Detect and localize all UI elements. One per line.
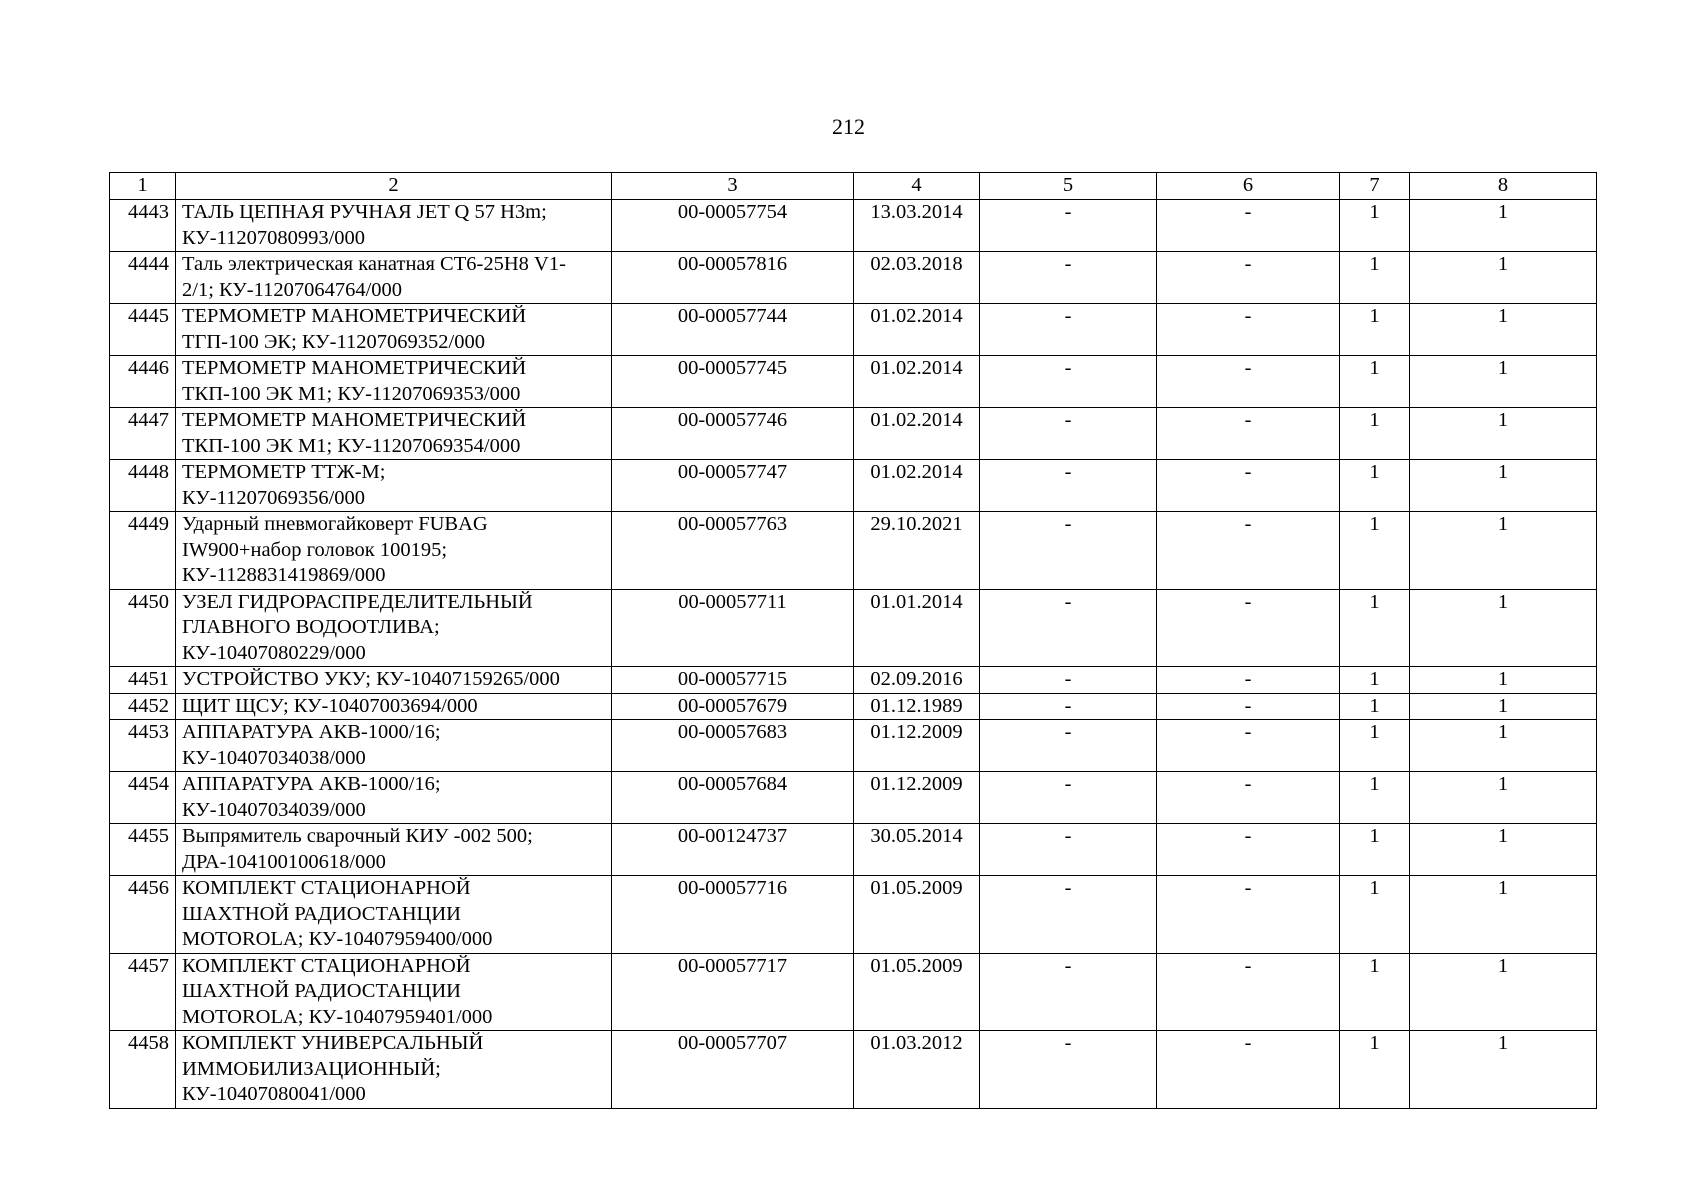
asset-name-line: УЗЕЛ ГИДРОРАСПРЕДЕЛИТЕЛЬНЫЙ: [182, 590, 533, 613]
column-6-value: -: [1157, 304, 1340, 356]
asset-name: [176, 304, 612, 356]
commission-date: 13.03.2014: [854, 200, 980, 252]
asset-name-line: КОМПЛЕКТ СТАЦИОНАРНОЙ: [182, 877, 471, 899]
table-row: [110, 304, 1597, 356]
column-5-value: -: [980, 693, 1157, 720]
commission-date: 01.02.2014: [854, 460, 980, 512]
column-6-value: -: [1157, 772, 1340, 824]
asset-name-line: MOTOROLA; КУ-10407959400/000: [182, 928, 493, 950]
column-7-value: 1: [1340, 693, 1410, 720]
commission-date: 01.02.2014: [854, 304, 980, 356]
table-row: [110, 667, 1597, 694]
asset-name-line: КУ-1128831419869/000: [182, 564, 386, 586]
column-5-value: -: [980, 824, 1157, 876]
commission-date: 29.10.2021: [854, 512, 980, 590]
column-header-8: 8: [1410, 173, 1597, 200]
column-8-value: 1: [1410, 589, 1597, 667]
column-8-value: 1: [1410, 460, 1597, 512]
asset-name: [176, 460, 612, 512]
column-8-value: 1: [1410, 1031, 1597, 1109]
asset-name-line: IW900+набор головок 100195;: [182, 538, 448, 561]
asset-name-line: ГЛАВНОГО ВОДООТЛИВА;: [182, 616, 440, 638]
column-5-value: -: [980, 589, 1157, 667]
column-8-value: 1: [1410, 772, 1597, 824]
asset-name-line: ТКП-100 ЭК М1; КУ-11207069354/000: [182, 434, 521, 457]
column-6-value: -: [1157, 953, 1340, 1031]
column-6-value: -: [1157, 824, 1340, 876]
column-header-3: 3: [612, 173, 854, 200]
column-7-value: 1: [1340, 356, 1410, 408]
commission-date: 01.12.2009: [854, 772, 980, 824]
inventory-code: 00-00057707: [612, 1031, 854, 1109]
table-row: [110, 1031, 1597, 1109]
column-7-value: 1: [1340, 876, 1410, 954]
column-header-5: 5: [980, 173, 1157, 200]
asset-name-line: КУ-10407080041/000: [182, 1083, 366, 1105]
table-row: [110, 460, 1597, 512]
column-8-value: 1: [1410, 200, 1597, 252]
row-number: 4448: [110, 460, 176, 512]
asset-name-line: Выпрямитель сварочный КИУ -002 500;: [182, 825, 533, 847]
asset-name-line: Таль электрическая канатная СТ6-25Н8 V1-: [182, 253, 566, 275]
asset-name-line: КОМПЛЕКТ УНИВЕРСАЛЬНЫЙ: [182, 1032, 484, 1054]
column-8-value: 1: [1410, 693, 1597, 720]
header-row: [110, 173, 1597, 200]
row-number: 4445: [110, 304, 176, 356]
row-number: 4449: [110, 512, 176, 590]
column-6-value: -: [1157, 460, 1340, 512]
commission-date: 01.01.2014: [854, 589, 980, 667]
asset-name: [176, 824, 612, 876]
column-7-value: 1: [1340, 667, 1410, 694]
commission-date: 02.09.2016: [854, 667, 980, 694]
asset-name-line: ТКП-100 ЭК М1; КУ-11207069353/000: [182, 382, 521, 405]
commission-date: 01.12.2009: [854, 720, 980, 772]
asset-name-line: КУ-11207069356/000: [182, 486, 366, 509]
row-number: 4444: [110, 252, 176, 304]
column-5-value: -: [980, 720, 1157, 772]
row-number: 4446: [110, 356, 176, 408]
commission-date: 30.05.2014: [854, 824, 980, 876]
table-row: [110, 252, 1597, 304]
commission-date: 01.05.2009: [854, 953, 980, 1031]
column-6-value: -: [1157, 693, 1340, 720]
column-5-value: -: [980, 667, 1157, 694]
row-number: 4453: [110, 720, 176, 772]
row-number: 4447: [110, 408, 176, 460]
inventory-code: 00-00057716: [612, 876, 854, 954]
column-7-value: 1: [1340, 200, 1410, 252]
column-5-value: -: [980, 460, 1157, 512]
asset-name-line: КУ-10407034038/000: [182, 746, 366, 769]
inventory-code: 00-00124737: [612, 824, 854, 876]
commission-date: 01.03.2012: [854, 1031, 980, 1109]
asset-name-line: ТЕРМОМЕТР МАНОМЕТРИЧЕСКИЙ: [182, 409, 527, 431]
commission-date: 01.05.2009: [854, 876, 980, 954]
asset-name-line: ТГП-100 ЭК; КУ-11207069352/000: [182, 330, 485, 353]
column-7-value: 1: [1340, 304, 1410, 356]
inventory-code: 00-00057746: [612, 408, 854, 460]
table-row: [110, 876, 1597, 954]
asset-name-line: АППАРАТУРА АКВ-1000/16;: [182, 773, 441, 795]
column-8-value: 1: [1410, 824, 1597, 876]
commission-date: 01.02.2014: [854, 356, 980, 408]
row-number: 4458: [110, 1031, 176, 1109]
asset-name-line: ТЕРМОМЕТР МАНОМЕТРИЧЕСКИЙ: [182, 357, 527, 379]
column-header-6: 6: [1157, 173, 1340, 200]
asset-name-line: КУ-11207080993/000: [182, 226, 366, 249]
table-row: [110, 589, 1597, 667]
column-header-2: 2: [176, 173, 612, 200]
column-7-value: 1: [1340, 408, 1410, 460]
asset-name-line: ШАХТНОЙ РАДИОСТАНЦИИ: [182, 980, 461, 1002]
inventory-code: 00-00057711: [612, 589, 854, 667]
column-6-value: -: [1157, 512, 1340, 590]
asset-name-line: КУ-10407034039/000: [182, 798, 366, 821]
column-7-value: 1: [1340, 512, 1410, 590]
table-row: [110, 408, 1597, 460]
commission-date: 02.03.2018: [854, 252, 980, 304]
asset-name-line: 2/1; КУ-11207064764/000: [182, 278, 403, 301]
column-5-value: -: [980, 408, 1157, 460]
column-header-7: 7: [1340, 173, 1410, 200]
page-number: 212: [832, 114, 865, 139]
row-number: 4452: [110, 693, 176, 720]
column-5-value: -: [980, 200, 1157, 252]
row-number: 4454: [110, 772, 176, 824]
column-8-value: 1: [1410, 876, 1597, 954]
row-number: 4456: [110, 876, 176, 954]
inventory-code: 00-00057816: [612, 252, 854, 304]
column-7-value: 1: [1340, 824, 1410, 876]
column-5-value: -: [980, 304, 1157, 356]
column-6-value: -: [1157, 667, 1340, 694]
asset-name: [176, 772, 612, 824]
row-number: 4457: [110, 953, 176, 1031]
column-7-value: 1: [1340, 460, 1410, 512]
commission-date: 01.12.1989: [854, 693, 980, 720]
table-row: [110, 200, 1597, 252]
column-5-value: -: [980, 953, 1157, 1031]
asset-name: [176, 512, 612, 590]
column-8-value: 1: [1410, 512, 1597, 590]
inventory-code: 00-00057763: [612, 512, 854, 590]
asset-name-line: ТЕРМОМЕТР ТТЖ-М;: [182, 461, 386, 483]
column-5-value: -: [980, 772, 1157, 824]
inventory-code: 00-00057679: [612, 693, 854, 720]
inventory-code: 00-00057744: [612, 304, 854, 356]
row-number: 4451: [110, 667, 176, 694]
row-number: 4450: [110, 589, 176, 667]
column-5-value: -: [980, 876, 1157, 954]
column-6-value: -: [1157, 1031, 1340, 1109]
asset-name-line: КУ-10407080229/000: [182, 641, 366, 664]
asset-name-line: ДРА-104100100618/000: [182, 850, 386, 873]
inventory-code: 00-00057745: [612, 356, 854, 408]
asset-name: [176, 589, 612, 667]
table-header: [110, 173, 1597, 200]
asset-name-line: ЩИТ ЩСУ; КУ-10407003694/000: [182, 694, 478, 717]
column-5-value: -: [980, 356, 1157, 408]
asset-name: [176, 1031, 612, 1109]
inventory-code: 00-00057684: [612, 772, 854, 824]
column-6-value: -: [1157, 356, 1340, 408]
column-7-value: 1: [1340, 589, 1410, 667]
column-8-value: 1: [1410, 252, 1597, 304]
column-7-value: 1: [1340, 953, 1410, 1031]
column-6-value: -: [1157, 720, 1340, 772]
asset-name-line: MOTOROLA; КУ-10407959401/000: [182, 1005, 493, 1028]
asset-name: [176, 667, 612, 694]
inventory-code: 00-00057747: [612, 460, 854, 512]
column-6-value: -: [1157, 589, 1340, 667]
asset-name: [176, 252, 612, 304]
column-7-value: 1: [1340, 720, 1410, 772]
table-row: [110, 824, 1597, 876]
row-number: 4443: [110, 200, 176, 252]
commission-date: 01.02.2014: [854, 408, 980, 460]
column-8-value: 1: [1410, 408, 1597, 460]
asset-name-line: ТАЛЬ ЦЕПНАЯ РУЧНАЯ JET Q 57 H3m;: [182, 201, 547, 223]
table-row: [110, 772, 1597, 824]
table-body: [110, 200, 1597, 1109]
column-header-4: 4: [854, 173, 980, 200]
asset-name-line: АППАРАТУРА АКВ-1000/16;: [182, 721, 441, 743]
column-header-1: 1: [110, 173, 176, 200]
asset-name-line: Ударный пневмогайковерт FUBAG: [182, 513, 488, 535]
column-6-value: -: [1157, 408, 1340, 460]
column-6-value: -: [1157, 252, 1340, 304]
asset-name: [176, 876, 612, 954]
table-row: [110, 512, 1597, 590]
inventory-code: 00-00057683: [612, 720, 854, 772]
asset-name: [176, 953, 612, 1031]
asset-name: [176, 693, 612, 720]
asset-name-line: ИММОБИЛИЗАЦИОННЫЙ;: [182, 1057, 441, 1080]
asset-name: [176, 408, 612, 460]
column-8-value: 1: [1410, 953, 1597, 1031]
column-7-value: 1: [1340, 252, 1410, 304]
asset-name-line: УСТРОЙСТВО УКУ; КУ-10407159265/000: [182, 668, 560, 690]
row-number: 4455: [110, 824, 176, 876]
column-6-value: -: [1157, 200, 1340, 252]
asset-name-line: КОМПЛЕКТ СТАЦИОНАРНОЙ: [182, 954, 471, 977]
column-6-value: -: [1157, 876, 1340, 954]
column-8-value: 1: [1410, 304, 1597, 356]
inventory-code: 00-00057717: [612, 953, 854, 1031]
table-row: [110, 953, 1597, 1031]
table-row: [110, 720, 1597, 772]
column-8-value: 1: [1410, 720, 1597, 772]
asset-name-line: ТЕРМОМЕТР МАНОМЕТРИЧЕСКИЙ: [182, 305, 527, 327]
asset-name-line: ШАХТНОЙ РАДИОСТАНЦИИ: [182, 902, 461, 925]
table-row: [110, 356, 1597, 408]
asset-table: [109, 172, 1597, 1109]
column-5-value: -: [980, 252, 1157, 304]
column-5-value: -: [980, 512, 1157, 590]
column-7-value: 1: [1340, 772, 1410, 824]
column-7-value: 1: [1340, 1031, 1410, 1109]
column-5-value: -: [980, 1031, 1157, 1109]
asset-name: [176, 356, 612, 408]
asset-name: [176, 720, 612, 772]
column-8-value: 1: [1410, 667, 1597, 694]
asset-name: [176, 200, 612, 252]
column-8-value: 1: [1410, 356, 1597, 408]
inventory-code: 00-00057715: [612, 667, 854, 694]
inventory-code: 00-00057754: [612, 200, 854, 252]
table-row: [110, 693, 1597, 720]
